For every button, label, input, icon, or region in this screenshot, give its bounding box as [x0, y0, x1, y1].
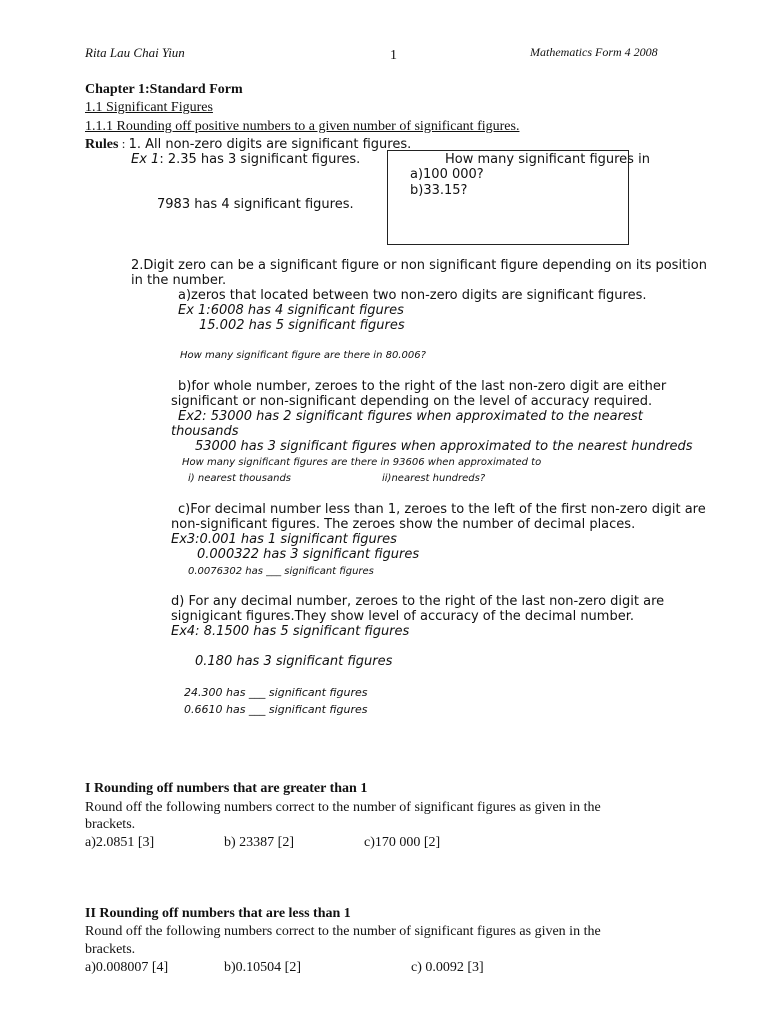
rule-2-line-2: in the number. [131, 273, 227, 288]
exercise-1-instruction-1: Round off the following numbers correct to the number of significant figures as given in the [85, 800, 601, 815]
example-1 [131, 152, 360, 167]
rule-2c-example-2: 0.000322 has 3 significant figures [197, 547, 420, 562]
rule-2-line-1: 2.Digit zero can be a significant figure or non significant figure depending on its position [131, 258, 707, 273]
rule-2b-example-line-3: 53000 has 3 significant figures when approximated to the nearest hundreds [195, 439, 693, 454]
rule-2b-example-line-1: Ex2: 53000 has 2 significant figures when approximated to the nearest [178, 409, 643, 424]
rule-2c-line-2: non-significant figures. The zeroes show the number of decimal places. [171, 517, 636, 532]
section-title: 1.1 Significant Figures [85, 100, 213, 115]
rule-2c-line-1: c)For decimal number less than 1, zeroes to the left of the first non-zero digit are [178, 502, 706, 517]
exercise-2-title: II Rounding off numbers that are less than 1 [85, 906, 351, 921]
rule-2b-example-line-2: thousands [171, 424, 239, 439]
rule-2b-question-i: i) nearest thousands [188, 473, 291, 484]
rule-2b-question: How many significant figures are there in 93606 when approximated to [182, 457, 542, 468]
header-author: Rita Lau Chai Yiun [85, 45, 185, 60]
page-number: 1 [390, 48, 397, 63]
rule-2d-example-2: 0.180 has 3 significant figures [195, 654, 393, 669]
box-option-a: a)100 000? [410, 167, 484, 182]
rule-1-text: 1. All non-zero digits are significant figures. [128, 137, 412, 152]
exercise-2-item-a: a)0.008007 [4] [85, 960, 169, 975]
example-1-label: Ex 1 [131, 152, 160, 167]
box-option-b: b)33.15? [410, 183, 468, 198]
subsection-title: 1.1.1 Rounding off positive numbers to a given number of significant figures. [85, 119, 520, 134]
exercise-1-item-c: c)170 000 [2] [364, 835, 441, 850]
rule-2a-example-1: Ex 1:6008 has 4 significant figures [178, 303, 404, 318]
chapter-title: Chapter 1:Standard Form [85, 82, 243, 97]
rules-colon: : [118, 136, 129, 151]
rule-2a-example-2: 15.002 has 5 significant figures [199, 318, 405, 333]
rule-2c-question: 0.0076302 has ___ significant figures [188, 566, 374, 577]
exercise-2-item-c: c) 0.0092 [3] [411, 960, 484, 975]
rule-2b-line-1: b)for whole number, zeroes to the right of the last non-zero digit are either [178, 379, 667, 394]
exercise-2-item-b: b)0.10504 [2] [224, 960, 301, 975]
rule-2a-text: a)zeros that located between two non-zero digits are significant figures. [178, 288, 647, 303]
rule-2d-question-2: 0.6610 has ___ significant figures [184, 703, 368, 716]
rule-1-line [85, 136, 411, 153]
rule-2d-line-1: d) For any decimal number, zeroes to the right of the last non-zero digit are [171, 594, 665, 609]
exercise-1-item-a: a)2.0851 [3] [85, 835, 155, 850]
example-1b: 7983 has 4 significant figures. [157, 197, 354, 212]
rule-2d-example-1: Ex4: 8.1500 has 5 significant figures [171, 624, 410, 639]
example-1-text: : 2.35 has 3 significant figures. [159, 152, 361, 167]
exercise-2-instruction-1: Round off the following numbers correct to the number of significant figures as given in the [85, 924, 601, 939]
exercise-1-title: I Rounding off numbers that are greater than 1 [85, 781, 368, 796]
exercise-2-instruction-2: brackets. [85, 942, 136, 957]
rule-2b-question-ii: ii)nearest hundreds? [382, 473, 486, 484]
box-question: How many significant figures in [445, 152, 650, 167]
exercise-1-instruction-2: brackets. [85, 817, 136, 832]
rules-label: Rules [85, 137, 119, 152]
rule-2c-example-1: Ex3:0.001 has 1 significant figures [171, 532, 397, 547]
rule-2a-question: How many significant figure are there in 80.006? [180, 350, 426, 361]
exercise-1-item-b: b) 23387 [2] [224, 835, 294, 850]
rule-2b-line-2: significant or non-significant depending on the level of accuracy required. [171, 394, 653, 409]
rule-2d-line-2: signigicant figures.They show level of accuracy of the decimal number. [171, 609, 634, 624]
rule-2d-question-1: 24.300 has ___ significant figures [184, 686, 368, 699]
header-course: Mathematics Form 4 2008 [530, 45, 658, 59]
